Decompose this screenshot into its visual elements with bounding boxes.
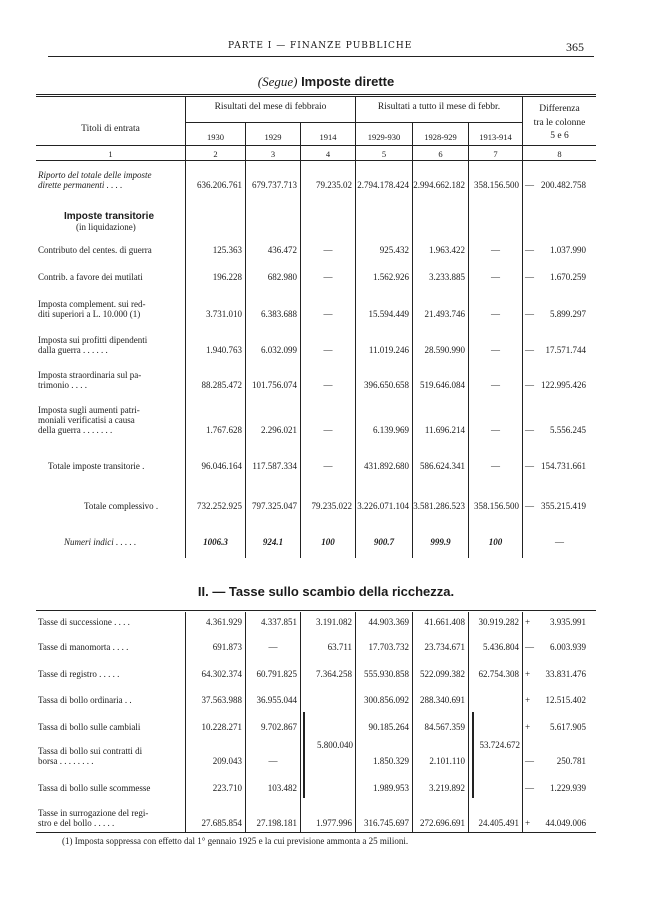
footnote: (1) Imposta soppressa con effetto dal 1° gennaio 1925 e la cui previsione ammonta a 25 milioni. bbox=[62, 836, 409, 846]
row-label: Tasse di manomorta . . . . bbox=[38, 642, 129, 652]
col-header-diff-2: tra le colonne bbox=[533, 118, 586, 128]
row-label: dalla guerra . . . . . . bbox=[38, 345, 108, 355]
section-title bbox=[0, 74, 652, 90]
table-cell: 11.696.214 bbox=[424, 425, 465, 435]
column-number: 8 bbox=[557, 149, 562, 159]
table-cell: — bbox=[323, 425, 333, 435]
year-header: 1914 bbox=[319, 132, 337, 142]
table-cell: 924.1 bbox=[262, 537, 284, 547]
table-cell: 37.563.988 bbox=[201, 695, 242, 705]
table-cell: 431.892.680 bbox=[364, 461, 409, 471]
table-cell: 100 bbox=[488, 537, 503, 547]
diff-value: 122.995.426 bbox=[541, 380, 586, 390]
table-cell: 24.405.491 bbox=[478, 818, 519, 828]
diff-value: 17.571.744 bbox=[545, 345, 586, 355]
diff-sign: — bbox=[525, 380, 534, 390]
numeri-indici-label: Numeri indici . . . . . bbox=[64, 537, 137, 547]
row-label: Contrib. a favore dei mutilati bbox=[38, 272, 143, 282]
diff-sign: + bbox=[525, 669, 531, 679]
col-divider bbox=[355, 96, 356, 558]
table-cell: 2.794.178.424 bbox=[357, 180, 409, 190]
table-cell: 209.043 bbox=[212, 756, 242, 766]
diff-sign: — bbox=[525, 345, 534, 355]
table-cell: 358.156.500 bbox=[474, 501, 519, 511]
table-cell: 27.685.854 bbox=[201, 818, 242, 828]
diff-sign: + bbox=[525, 722, 531, 732]
row-label: Riporto del totale delle imposte bbox=[38, 170, 152, 180]
diff-value: 200.482.758 bbox=[541, 180, 586, 190]
table-cell: 44.903.369 bbox=[368, 617, 409, 627]
row-label: trimonio . . . . bbox=[38, 380, 87, 390]
title-segue: (Segue) bbox=[257, 74, 298, 89]
running-title: PARTE I — FINANZE PUBBLICHE bbox=[228, 41, 413, 51]
col-header-diff-3: 5 e 6 bbox=[550, 131, 569, 141]
row-label: della guerra . . . . . . . bbox=[38, 425, 113, 435]
table-top-rule bbox=[36, 94, 596, 95]
table-cell: 396.650.658 bbox=[364, 380, 409, 390]
table-cell: — bbox=[323, 245, 333, 255]
table-cell: 84.567.359 bbox=[424, 722, 465, 732]
table-cell: 925.432 bbox=[379, 245, 409, 255]
table-cell: 1.977.996 bbox=[316, 818, 352, 828]
table-cell: 6.139.969 bbox=[373, 425, 409, 435]
table-cell: 436.472 bbox=[267, 245, 297, 255]
table-cell: 88.285.472 bbox=[201, 380, 242, 390]
table-cell: 41.661.408 bbox=[424, 617, 465, 627]
diff-sign: — bbox=[525, 501, 534, 511]
table-cell: 682.980 bbox=[267, 272, 297, 282]
table-cell: — bbox=[491, 309, 500, 319]
table-cell: 101.756.074 bbox=[252, 380, 297, 390]
table-cell: 21.493.746 bbox=[424, 309, 465, 319]
table-cell: 1.989.953 bbox=[373, 783, 409, 793]
table-cell: — bbox=[323, 345, 333, 355]
colnum-rule bbox=[36, 160, 596, 161]
row-label: Tassa di bollo sulle scommesse bbox=[38, 783, 151, 793]
table-cell: 272.696.691 bbox=[420, 818, 465, 828]
table-cell: — bbox=[491, 345, 500, 355]
row-label: stro e del bollo . . . . . bbox=[38, 818, 115, 828]
diff-sign: — bbox=[525, 272, 534, 282]
subsection-note: (in liquidazione) bbox=[76, 222, 136, 232]
table-cell: 586.624.341 bbox=[420, 461, 465, 471]
table-cell: 30.919.282 bbox=[478, 617, 519, 627]
diff-sign: — bbox=[525, 180, 534, 190]
table-cell: 999.9 bbox=[430, 537, 451, 547]
year-rule bbox=[36, 145, 596, 146]
table-cell: 2.994.662.182 bbox=[413, 180, 465, 190]
table-cell: 96.046.164 bbox=[201, 461, 242, 471]
row-label: Tasse di successione . . . . bbox=[38, 617, 130, 627]
table-cell: — bbox=[268, 756, 278, 766]
table-cell: 316.745.697 bbox=[364, 818, 409, 828]
table-cell: — bbox=[491, 380, 500, 390]
total-complessivo-label: Totale complessivo . bbox=[84, 501, 159, 511]
table-cell: 3.233.885 bbox=[429, 272, 465, 282]
row-label: Imposta sugli aumenti patri- bbox=[38, 405, 140, 415]
table-cell: 1.963.422 bbox=[429, 245, 465, 255]
table-cell: — bbox=[491, 425, 500, 435]
diff-sign: + bbox=[525, 695, 531, 705]
diff-value: 355.215.419 bbox=[541, 501, 586, 511]
table-cell: — bbox=[323, 461, 333, 471]
table-cell: 15.594.449 bbox=[368, 309, 409, 319]
column-number: 7 bbox=[493, 149, 498, 159]
table-cell: 79.235.02 bbox=[316, 180, 352, 190]
row-label: moniali verificatisi a causa bbox=[38, 415, 135, 425]
diff-sign: — bbox=[525, 309, 534, 319]
row-label: Tassa di bollo sulle cambiali bbox=[38, 722, 141, 732]
column-number: 1 bbox=[108, 149, 113, 159]
col-divider bbox=[185, 96, 186, 558]
total-transitorie-label: Totale imposte transitorie . bbox=[48, 461, 145, 471]
table-cell: 732.252.925 bbox=[197, 501, 242, 511]
table-cell: 1.562.926 bbox=[373, 272, 409, 282]
column-number: 6 bbox=[438, 149, 443, 159]
col-header-febbraio: Risultati del mese di febbraio bbox=[214, 102, 327, 112]
table-cell: 3.226.071.104 bbox=[357, 501, 409, 511]
table-cell: 23.734.671 bbox=[424, 642, 465, 652]
column-number: 5 bbox=[381, 149, 387, 159]
col-header-febbr-tot: Risultati a tutto il mese di febbr. bbox=[377, 102, 501, 112]
diff-value: 12.515.402 bbox=[545, 695, 586, 705]
year-header: 1930 bbox=[207, 132, 224, 142]
table-cell: 3.219.892 bbox=[429, 783, 465, 793]
table-cell: 3.731.010 bbox=[206, 309, 242, 319]
table-cell: 636.206.761 bbox=[197, 180, 242, 190]
table-cell: 1.940.763 bbox=[206, 345, 242, 355]
diff-sign: — bbox=[525, 756, 534, 766]
col-header-titoli: Titoli di entrata bbox=[81, 124, 140, 134]
table-cell: 64.302.374 bbox=[201, 669, 242, 679]
table-cell: 60.791.825 bbox=[256, 669, 297, 679]
table-cell: 691.873 bbox=[212, 642, 242, 652]
year-header: 1913-914 bbox=[479, 132, 512, 142]
diff-sign: — bbox=[525, 245, 534, 255]
diff-sign: + bbox=[525, 818, 531, 828]
title-imposte-dirette: Imposte dirette bbox=[301, 74, 395, 89]
table-cell: — bbox=[491, 245, 500, 255]
merge-bracket bbox=[466, 712, 474, 798]
table-cell: 2.296.021 bbox=[261, 425, 297, 435]
table-cell: — bbox=[323, 380, 333, 390]
row-label: Imposta sui profitti dipendenti bbox=[38, 335, 148, 345]
table-cell: 9.702.867 bbox=[261, 722, 297, 732]
page-number: 365 bbox=[566, 40, 584, 54]
table-cell: 679.737.713 bbox=[252, 180, 297, 190]
table-cell: 5.436.804 bbox=[483, 642, 519, 652]
diff-value: — bbox=[555, 537, 564, 547]
diff-value: 154.731.661 bbox=[541, 461, 586, 471]
table-cell: 555.930.858 bbox=[364, 669, 409, 679]
table-cell: 125.363 bbox=[212, 245, 242, 255]
table-cell: 63.711 bbox=[327, 642, 352, 652]
table-cell: 223.710 bbox=[212, 783, 242, 793]
row-label: Tassa di bollo sui contratti di bbox=[38, 746, 143, 756]
diff-sign: — bbox=[525, 425, 534, 435]
col-divider bbox=[522, 612, 523, 832]
column-number: 4 bbox=[325, 149, 331, 159]
group-rule bbox=[186, 122, 522, 123]
column-number: 2 bbox=[213, 149, 218, 159]
row-label: Imposta straordinaria sul pa- bbox=[38, 370, 142, 380]
year-header: 1929 bbox=[264, 132, 282, 142]
table-cell: 4.337.851 bbox=[261, 617, 297, 627]
diff-value: 1.037.990 bbox=[550, 245, 586, 255]
row-label: Imposta complement. sui red- bbox=[38, 299, 146, 309]
table-cell: 90.185.264 bbox=[368, 722, 409, 732]
table-cell: 10.228.271 bbox=[201, 722, 242, 732]
diff-value: 3.935.991 bbox=[550, 617, 586, 627]
table-cell: — bbox=[491, 272, 500, 282]
table-cell: 100 bbox=[321, 537, 335, 547]
table-cell: 17.703.732 bbox=[368, 642, 409, 652]
table-cell: 519.646.084 bbox=[420, 380, 465, 390]
diff-value: 1.229.939 bbox=[550, 783, 586, 793]
diff-sign: — bbox=[525, 783, 534, 793]
merged-bollo-1913: 53.724.672 bbox=[479, 740, 520, 750]
section2-title: II. — Tasse sullo scambio della ricchezza. bbox=[197, 584, 455, 599]
diff-value: 44.049.006 bbox=[545, 818, 586, 828]
row-label: Tasse in surrogazione del regi- bbox=[38, 808, 149, 818]
table-cell: 6.032.099 bbox=[261, 345, 297, 355]
table-cell: 2.101.110 bbox=[429, 756, 465, 766]
table-cell: 900.7 bbox=[373, 537, 395, 547]
diff-value: 33.831.476 bbox=[545, 669, 586, 679]
table-cell: 103.482 bbox=[267, 783, 297, 793]
diff-sign: + bbox=[525, 617, 531, 627]
table-cell: 27.198.181 bbox=[256, 818, 297, 828]
table-top-rule-2 bbox=[36, 96, 596, 97]
table-cell: 288.340.691 bbox=[420, 695, 465, 705]
table-cell: 28.590.990 bbox=[424, 345, 465, 355]
table2-bottom-rule bbox=[36, 832, 596, 833]
table-cell: 3.191.082 bbox=[316, 617, 352, 627]
year-header: 1928-929 bbox=[424, 132, 457, 142]
row-label: Tasse di registro . . . . . bbox=[38, 669, 120, 679]
table-cell: 300.856.092 bbox=[364, 695, 409, 705]
table-cell: — bbox=[268, 642, 278, 652]
diff-value: 5.617.905 bbox=[550, 722, 586, 732]
table-cell: 797.325.047 bbox=[252, 501, 297, 511]
table-cell: 11.019.246 bbox=[368, 345, 409, 355]
year-header: 1929-930 bbox=[367, 132, 401, 142]
diff-sign: — bbox=[525, 461, 534, 471]
row-label: diti superiori a L. 10.000 (1) bbox=[38, 309, 141, 319]
diff-value: 1.670.259 bbox=[550, 272, 586, 282]
table-cell: 3.581.286.523 bbox=[413, 501, 465, 511]
table-cell: 79.235.022 bbox=[311, 501, 352, 511]
col-header-diff-1: Differenza bbox=[539, 104, 580, 114]
table-cell: 1.767.628 bbox=[206, 425, 242, 435]
row-label: Contributo del centes. di guerra bbox=[38, 245, 152, 255]
table-cell: — bbox=[491, 461, 500, 471]
table2-top-rule bbox=[36, 610, 596, 611]
diff-value: 5.556.245 bbox=[550, 425, 586, 435]
table-cell: 522.099.382 bbox=[420, 669, 465, 679]
table-cell: 196.228 bbox=[212, 272, 242, 282]
row-label: Tassa di bollo ordinaria . . bbox=[38, 695, 132, 705]
row-label: borsa . . . . . . . . bbox=[38, 756, 94, 766]
table-cell: 7.364.258 bbox=[316, 669, 352, 679]
table-cell: — bbox=[323, 272, 333, 282]
diff-value: 6.003.939 bbox=[550, 642, 586, 652]
subsection-title: Imposte transitorie bbox=[64, 211, 155, 222]
table-cell: 1.850.329 bbox=[373, 756, 409, 766]
merged-bollo-1914: 5.800.040 bbox=[317, 740, 353, 750]
table-cell: 62.754.308 bbox=[478, 669, 519, 679]
table-cell: 1006.3 bbox=[203, 537, 228, 547]
column-number: 3 bbox=[270, 149, 276, 159]
diff-sign: — bbox=[525, 642, 534, 652]
table-cell: — bbox=[323, 309, 333, 319]
merge-bracket bbox=[297, 712, 305, 798]
table-cell: 6.383.688 bbox=[261, 309, 297, 319]
diff-value: 5.899.297 bbox=[550, 309, 586, 319]
row-label: dirette permanenti . . . . bbox=[38, 180, 123, 190]
table-cell: 358.156.500 bbox=[474, 180, 519, 190]
diff-value: 250.781 bbox=[556, 756, 586, 766]
table-cell: 4.361.929 bbox=[206, 617, 242, 627]
table-cell: 117.587.334 bbox=[252, 461, 297, 471]
table-cell: 36.955.044 bbox=[256, 695, 297, 705]
header-rule bbox=[48, 56, 594, 57]
col-divider bbox=[522, 96, 523, 558]
